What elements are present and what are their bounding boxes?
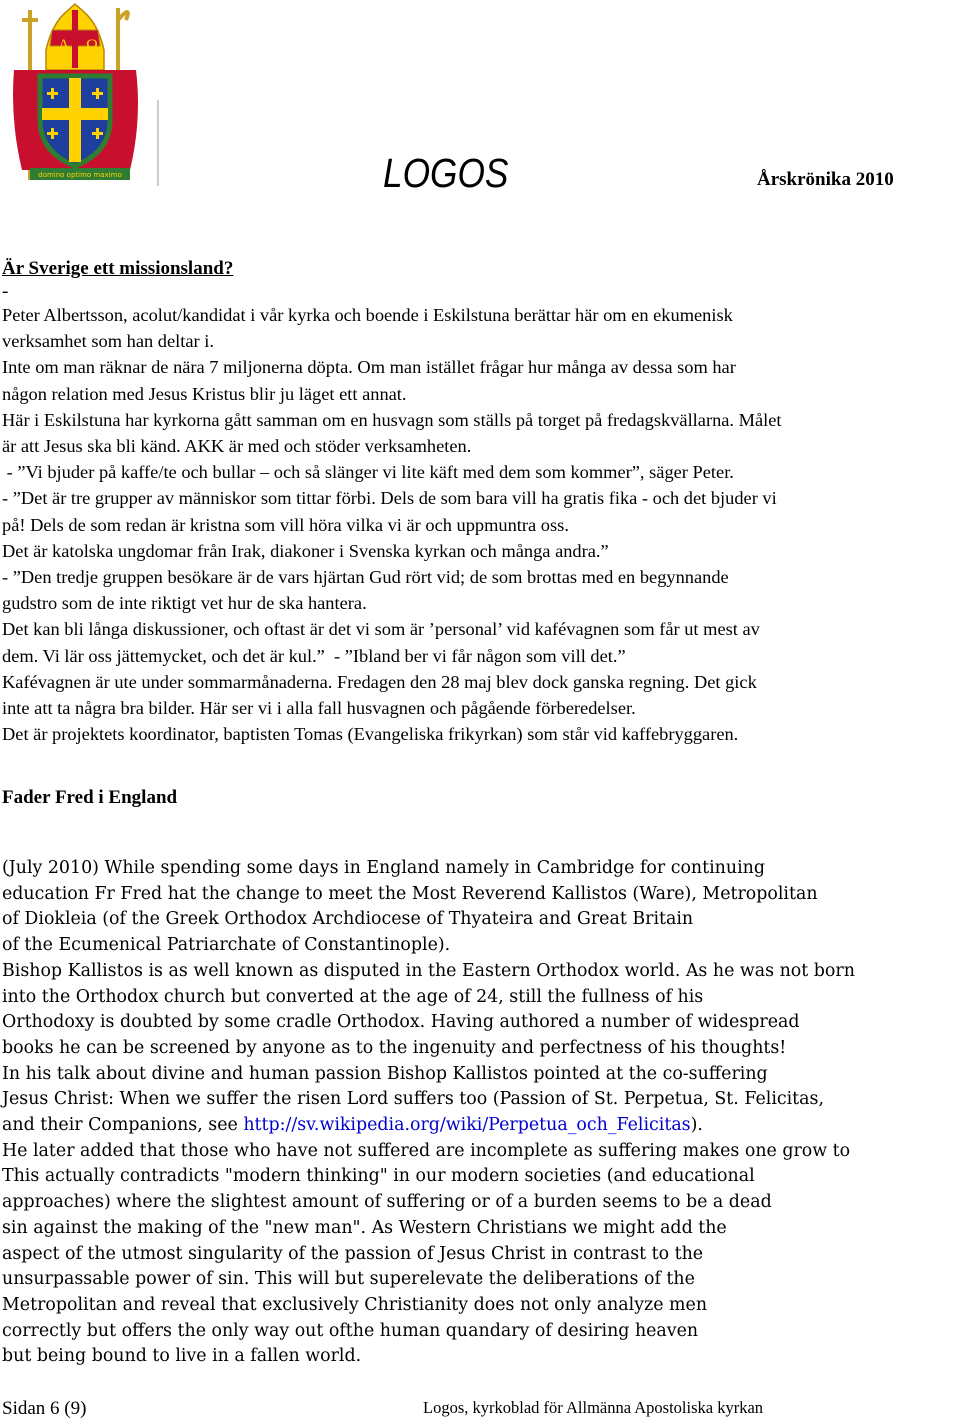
- article2-line: Jesus Christ: When we suffer the risen Lord suffers too (Passion of St. Perpetua, St. Felicitas,: [2, 1089, 824, 1110]
- article1-line: Kafévagnen är ute under sommarmånaderna. Fredagen den 28 maj blev dock ganska regning. Det gick: [2, 671, 757, 692]
- article2-line: of the Ecumenical Patriarchate of Constantinople).: [2, 935, 451, 956]
- crest-omega-letter: Ω: [86, 37, 98, 54]
- article2-line: correctly but offers the only way out ofthe human quandary of desiring heaven: [2, 1320, 699, 1341]
- article2-line: Bishop Kallistos is as well known as disputed in the Eastern Orthodox world. As he was not born: [2, 960, 855, 981]
- article1-line: på! Dels de som redan är kristna som vill höra vilka vi är och uppmuntra oss.: [2, 514, 569, 535]
- footer-page-number: Sidan 6 (9): [2, 1398, 87, 1419]
- article2-title: Fader Fred i England: [2, 787, 178, 808]
- article1-line: - ”Den tredje gruppen besökare är de vars hjärtan Gud rört vid; de som brottas med en begynnande: [2, 567, 729, 588]
- article1-dash: -: [2, 285, 9, 298]
- publication-logo-text: LOGOS: [383, 150, 509, 196]
- yearbook-label: Årskrönika 2010: [757, 169, 894, 190]
- link-line-prefix: and their Companions, see: [2, 1115, 244, 1136]
- article2-line: Orthodoxy is doubted by some cradle Orthodox. Having authored a number of widespread: [2, 1012, 800, 1033]
- article1-title: Är Sverige ett missionsland?: [2, 258, 234, 279]
- article1-line: gudstro som de inte riktigt vet hur de ska hantera.: [2, 593, 367, 614]
- crest-alpha-letter: A: [58, 37, 70, 54]
- article1-line: - ”Vi bjuder på kaffe/te och bullar – och så slänger vi lite käft med dem som kommer”, säger Peter.: [2, 462, 734, 483]
- article1-line: Det kan bli långa diskussioner, och oftast är det vi som är ’personal’ vid kafévagnen som får ut mest av: [2, 619, 760, 640]
- article2-line: unsurpassable power of sin. This will but superelevate the deliberations of the: [2, 1269, 695, 1290]
- article2-line: education Fr Fred hat the change to meet the Most Reverend Kallistos (Ware), Metropolitan: [2, 883, 818, 904]
- article2-line: but being bound to live in a fallen world.: [2, 1346, 362, 1367]
- article1-line: inte att ta några bra bilder. Här ser vi i alla fall husvagnen och pågående förberedelser.: [2, 698, 636, 719]
- article1-line: någon relation med Jesus Kristus blir ju läget ett annat.: [2, 383, 407, 404]
- article2-line: In his talk about divine and human passion Bishop Kallistos pointed at the co-suffering: [2, 1063, 768, 1084]
- article1-line: Peter Albertsson, acolut/kandidat i vår kyrka och boende i Eskilstuna berättar här om en ekumenisk: [2, 305, 733, 325]
- article2-line: He later added that those who have not suffered are incomplete as suffering makes one grow to: [2, 1140, 851, 1161]
- crest-motto: domino optimo maximo: [38, 171, 122, 179]
- article1-line: Inte om man räknar de nära 7 miljonerna döpta. Om man istället frågar hur många av dessa som har: [2, 357, 736, 378]
- article1-body: [2, 302, 960, 747]
- article1-line: Det är projektets koordinator, baptisten Tomas (Evangeliska frikyrkan) som står vid kaffebryggaren.: [2, 724, 739, 745]
- article2-line: books he can be screened by anyone as to the ingenuity and perfectness of his thoughts!: [2, 1037, 787, 1058]
- article2-line: of Diokleia (of the Greek Orthodox Archdiocese of Thyateira and Great Britain: [2, 909, 694, 930]
- article2-line: sin against the making of the "new man". As Western Christians we might add the: [2, 1217, 727, 1238]
- link-line-suffix: ).: [690, 1115, 703, 1136]
- article1-line: - ”Det är tre grupper av människor som tittar förbi. Dels de som bara vill ha gratis fika - och det bjuder vi: [2, 488, 777, 509]
- article2-line: Metropolitan and reveal that exclusively Christianity does not only analyze men: [2, 1294, 708, 1315]
- article2-line: (July 2010) While spending some days in England namely in Cambridge for continuing: [2, 858, 765, 878]
- church-crest-logo: [0, 0, 175, 192]
- article2-line: This actually contradicts "modern thinking" in our modern societies (and educational: [2, 1166, 755, 1187]
- article1-line: verksamhet som han deltar i.: [2, 331, 214, 352]
- article1-line: dem. Vi lär oss jättemycket, och det är kul.” - ”Ibland ber vi får någon som vill det.”: [2, 645, 626, 666]
- article2-link-line: [2, 1113, 960, 1139]
- article2-body: [2, 856, 960, 1370]
- wikipedia-link[interactable]: http://sv.wikipedia.org/wiki/Perpetua_och_Felicitas: [243, 1115, 691, 1136]
- article1-line: Här i Eskilstuna har kyrkorna gått samman om en husvagn som ställs på torget på fredagskvällarna. Målet: [2, 409, 782, 430]
- article2-line: into the Orthodox church but converted at the age of 24, still the fullness of his: [2, 986, 704, 1007]
- article2-line: aspect of the utmost singularity of the passion of Jesus Christ in contrast to the: [2, 1243, 704, 1264]
- article1-line: Det är katolska ungdomar från Irak, diakoner i Svenska kyrkan och många andra.”: [2, 540, 609, 561]
- article2-line: approaches) where the slightest amount of suffering or of a burden seems to be a dead: [2, 1192, 772, 1213]
- footer-publication: Logos, kyrkoblad för Allmänna Apostoliska kyrkan: [423, 1398, 764, 1417]
- article1-line: är att Jesus ska bli känd. AKK är med och stöder verksamheten.: [2, 436, 472, 457]
